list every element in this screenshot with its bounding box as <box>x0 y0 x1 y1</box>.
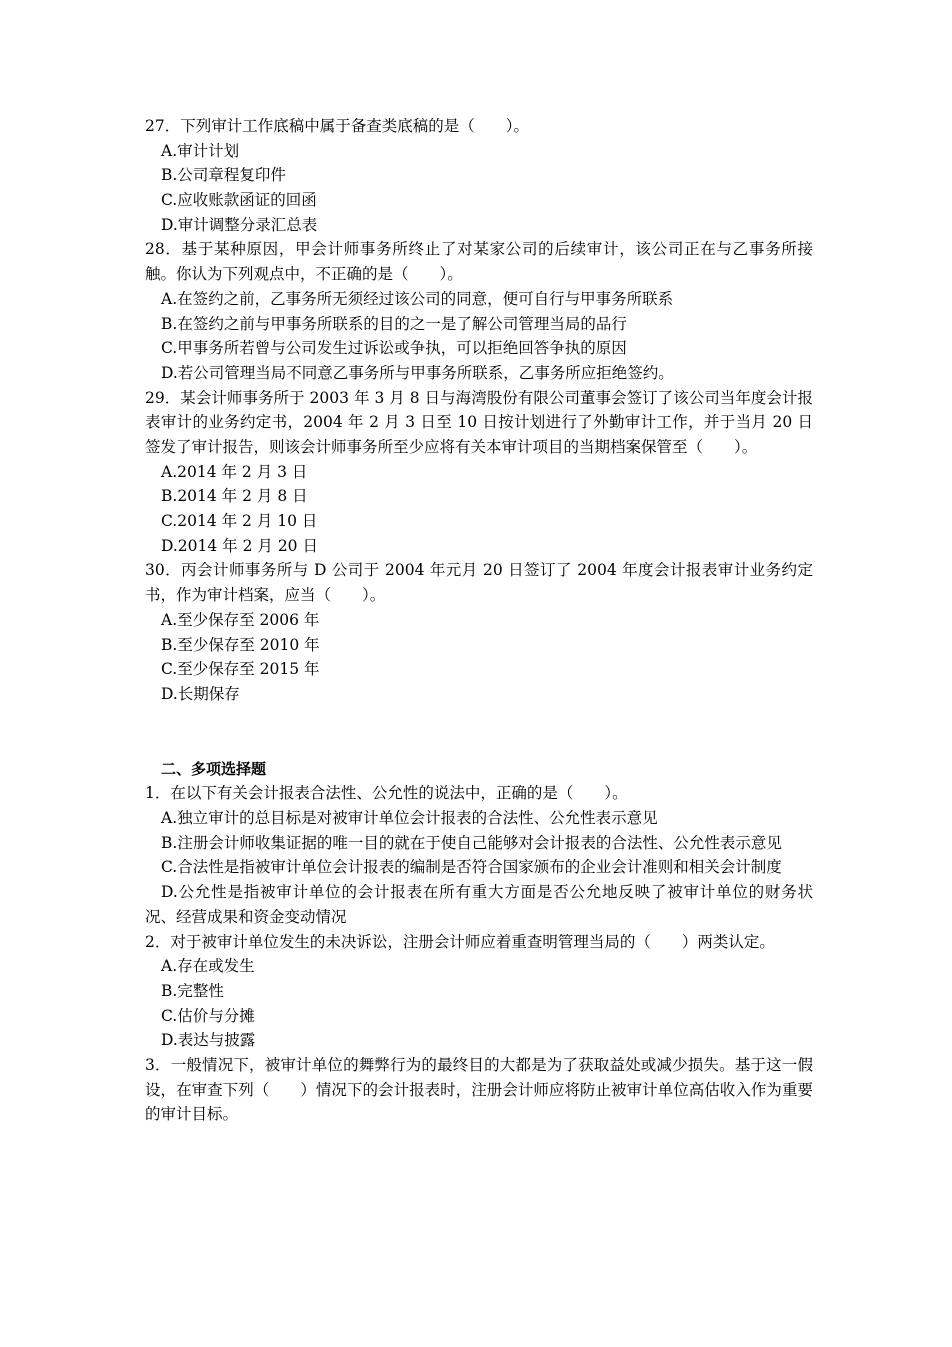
option-c: C.合法性是指被审计单位会计报表的编制是否符合国家颁布的企业会计准则和相关会计制度 <box>161 858 782 877</box>
option-a: A.独立审计的总目标是对被审计单位会计报表的合法性、公允性表示意见 <box>161 809 658 828</box>
option-b: B.在签约之前与甲事务所联系的目的之一是了解公司管理当局的品行 <box>161 314 627 333</box>
question-stem: 2．对于被审计单位发生的未决诉讼，注册会计师应着重查明管理当局的（ ）两类认定。 <box>145 932 775 951</box>
option-d: D.若公司管理当局不同意乙事务所与甲事务所联系，乙事务所应拒绝签约。 <box>161 363 674 382</box>
option-a: A.2014 年 2 月 3 日 <box>161 462 308 481</box>
option-a: A.审计计划 <box>161 141 240 160</box>
question-28 <box>145 237 813 385</box>
option-b: B.至少保存至 2010 年 <box>161 635 320 654</box>
option-c: C.至少保存至 2015 年 <box>161 660 320 679</box>
document-body <box>145 114 813 1127</box>
option-c: C.甲事务所若曾与公司发生过诉讼或争执，可以拒绝回答争执的原因 <box>161 339 627 358</box>
multi-question-1 <box>145 781 813 929</box>
multi-question-2 <box>145 930 813 1053</box>
question-stem: 28．基于某种原因，甲会计师事务所终止了对某家公司的后续审计，该公司正在与乙事务所接触。你认为下列观点中，不正确的是（ ）。 <box>145 240 813 284</box>
option-b: B.公司章程复印件 <box>161 166 286 185</box>
question-27 <box>145 114 813 237</box>
option-a: A.至少保存至 2006 年 <box>161 610 320 629</box>
option-c: C.2014 年 2 月 10 日 <box>161 512 318 531</box>
section-heading: 二、多项选择题 <box>161 759 267 778</box>
option-c: C.估价与分摊 <box>161 1006 255 1025</box>
question-stem: 29．某会计师事务所于 2003 年 3 月 8 日与海湾股份有限公司董事会签订了该公司当年度会计报表审计的业务约定书，2004 年 2 月 3 日至 10 日按计划进行了外勤审计工作，并于当月 20 日签发了审计报告，则该会计师事务所至少应将有关本审计项目的当期档案保管至（ ）。 <box>145 388 813 457</box>
multi-question-3 <box>145 1053 813 1127</box>
option-d: D.2014 年 2 月 20 日 <box>161 536 318 555</box>
option-b: B.2014 年 2 月 8 日 <box>161 487 308 506</box>
option-d: D.长期保存 <box>161 684 240 703</box>
option-b: B.注册会计师收集证据的唯一目的就在于使自己能够对会计报表的合法性、公允性表示意见 <box>161 833 782 852</box>
option-a: A.在签约之前，乙事务所无须经过该公司的同意，便可自行与甲事务所联系 <box>161 289 674 308</box>
question-29 <box>145 386 813 559</box>
option-d: D.公允性是指被审计单位的会计报表在所有重大方面是否公允地反映了被审计单位的财务状况、经营成果和资金变动情况 <box>145 883 813 926</box>
question-stem: 30．丙会计师事务所与 D 公司于 2004 年元月 20 日签订了 2004 年度会计报表审计业务约定书，作为审计档案，应当（ ）。 <box>145 561 813 605</box>
question-stem: 1．在以下有关会计报表合法性、公允性的说法中，正确的是（ ）。 <box>145 784 628 803</box>
option-d: D.审计调整分录汇总表 <box>161 215 318 234</box>
section-spacer <box>145 707 813 757</box>
question-stem: 27．下列审计工作底稿中属于备查类底稿的是（ ）。 <box>145 117 529 135</box>
option-c: C.应收账款函证的回函 <box>161 191 317 210</box>
option-a: A.存在或发生 <box>161 957 255 976</box>
question-30 <box>145 558 813 706</box>
question-stem: 3．一般情况下，被审计单位的舞弊行为的最终目的大都是为了获取益处或减少损失。基于这一假设，在审查下列（ ）情况下的会计报表时，注册会计师应将防止被审计单位高估收入作为重要的审计目标。 <box>145 1055 813 1124</box>
option-b: B.完整性 <box>161 981 224 1000</box>
option-d: D.表达与披露 <box>161 1031 256 1050</box>
